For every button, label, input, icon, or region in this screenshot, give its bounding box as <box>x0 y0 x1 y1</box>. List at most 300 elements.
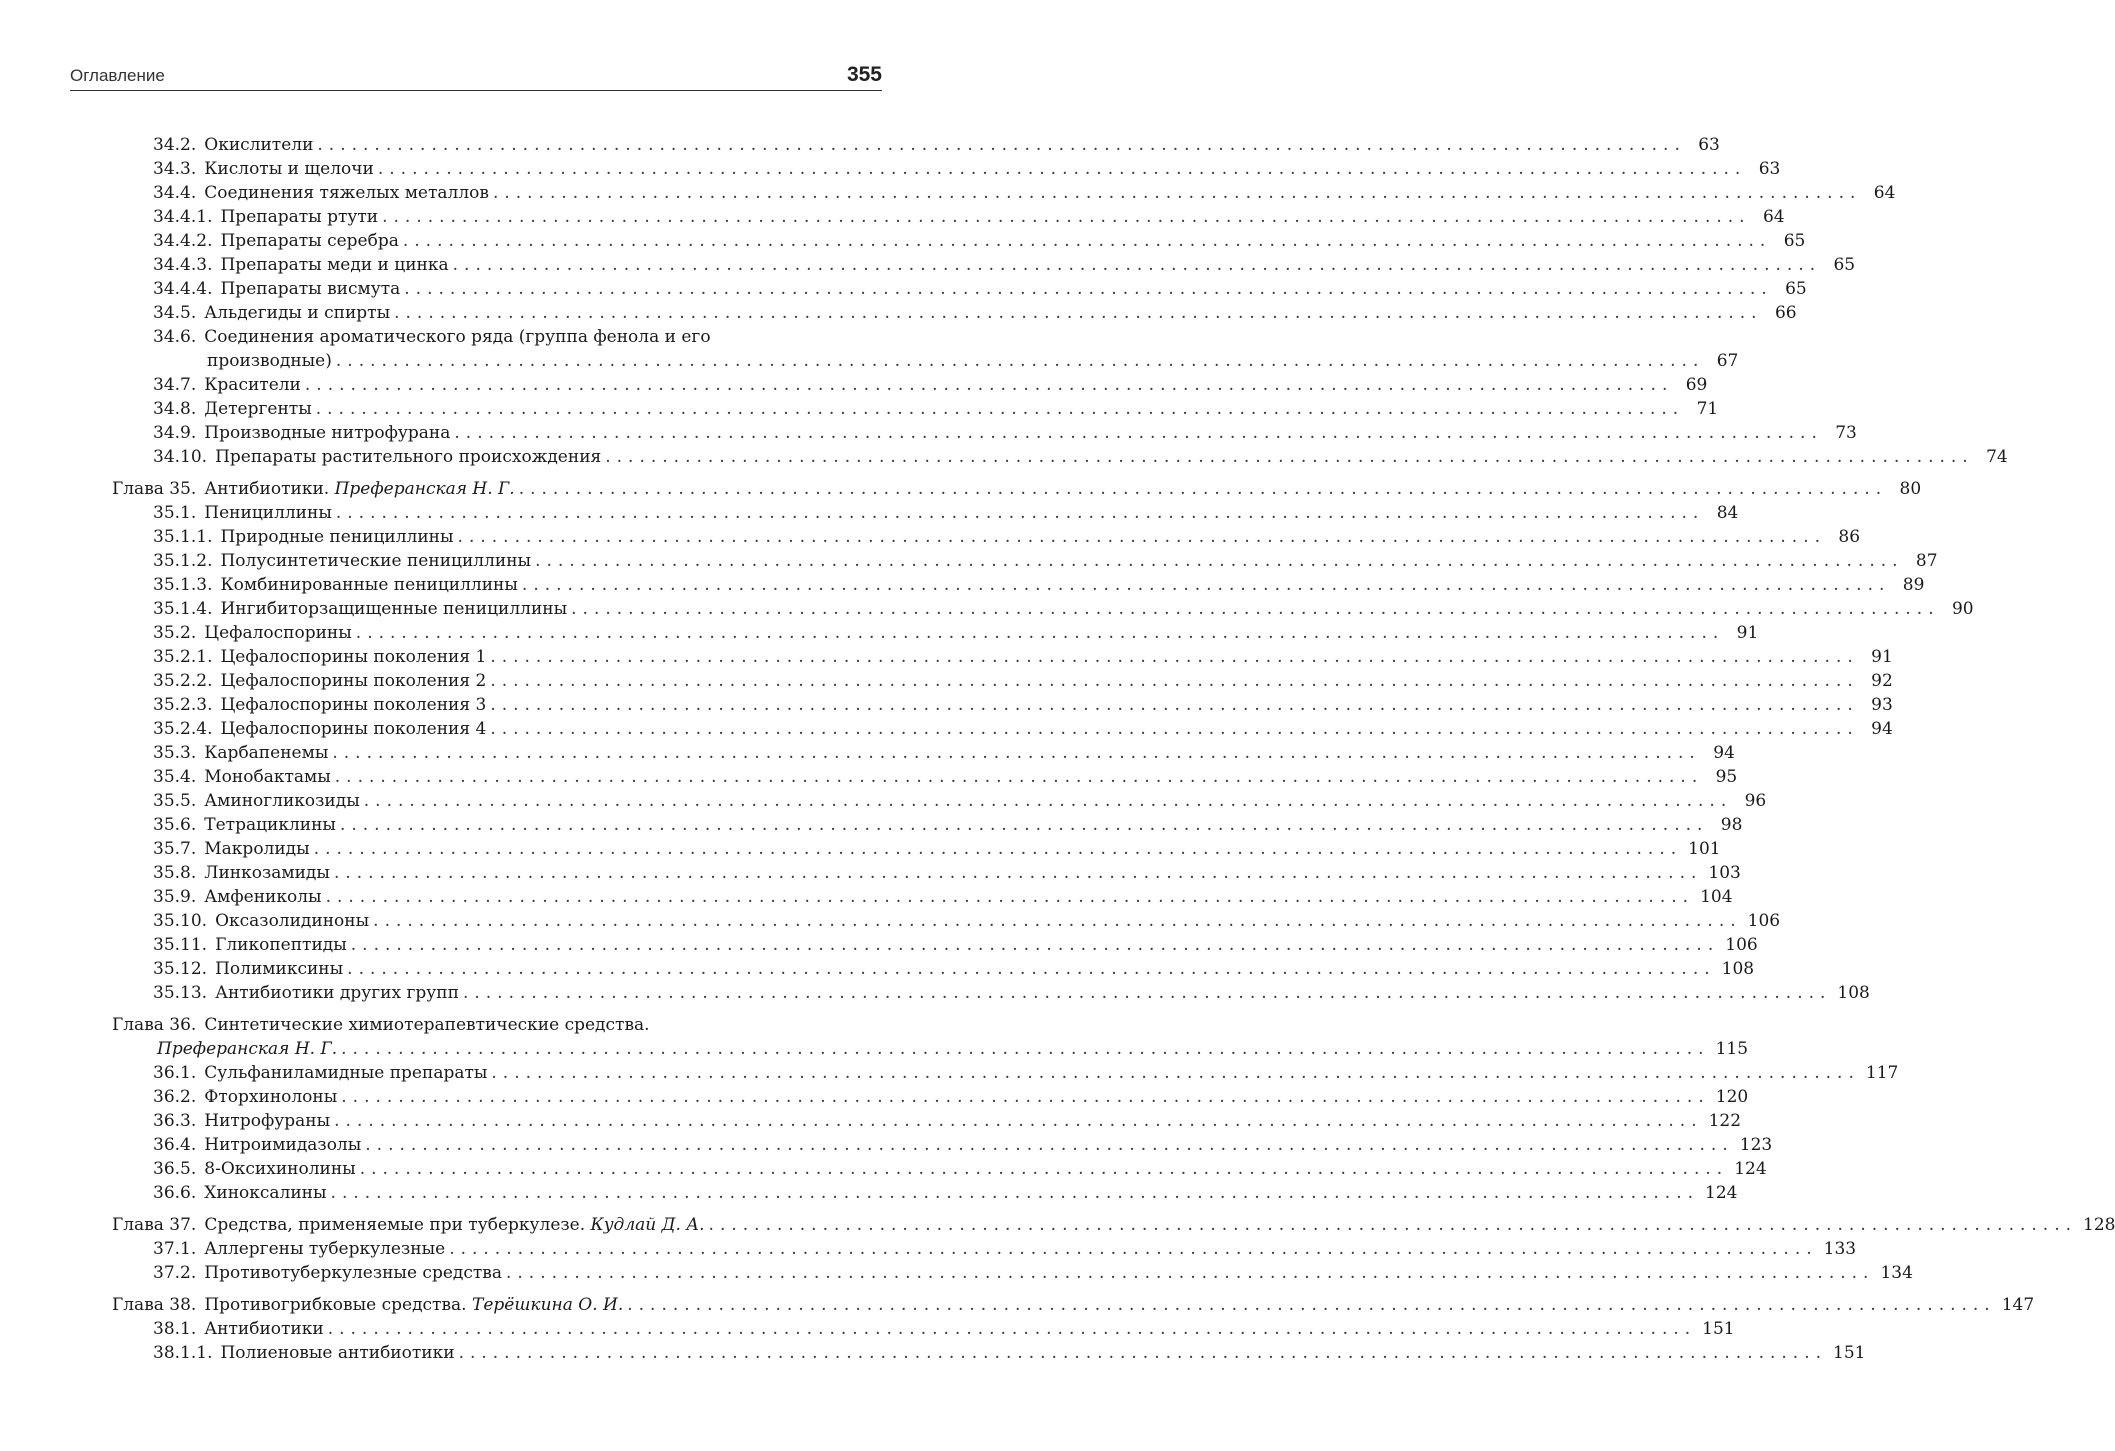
entry-number: 35.13. <box>153 983 208 1003</box>
entry-title-text: Окислители <box>204 135 314 155</box>
toc-entry[interactable] <box>153 226 1806 252</box>
entry-number: 35.2.2. <box>153 671 213 691</box>
entry-title-text: Оксазолидиноны <box>215 911 370 931</box>
dot-leader: ........................................................................................................................ <box>382 207 1751 227</box>
entry-number: 35.3. <box>153 743 197 763</box>
entry-title-text: Препараты растительного происхождения <box>215 447 602 467</box>
entry-page-number: 65 <box>1833 255 1856 275</box>
entry-page-number: 91 <box>1871 647 1893 667</box>
dot-leader: ........................................................................................................................ <box>365 1135 1734 1155</box>
dot-leader: ........................................................................................................................ <box>394 303 1763 323</box>
dot-leader: ........................................................................................................................ <box>347 959 1716 979</box>
entry-page-number: 84 <box>1716 503 1739 523</box>
toc-entry[interactable] <box>112 1210 2115 1236</box>
entry-page-number: 96 <box>1744 791 1767 811</box>
dot-leader: ........................................................................................................................ <box>521 575 1891 595</box>
toc-entry[interactable] <box>112 474 1922 500</box>
entry-title <box>207 982 459 1004</box>
dot-leader: ........................................................................................................................ <box>350 935 1720 955</box>
entry-title-text: Карбапенемы <box>204 743 329 763</box>
entry-title-text: Комбинированные пенициллины <box>220 575 518 595</box>
entry-title-text: Производные нитрофурана <box>204 423 451 443</box>
entry-number: 36.6. <box>153 1183 197 1203</box>
entry-title <box>196 1238 445 1260</box>
entry-number: 34.8. <box>153 399 197 419</box>
toc-entry[interactable] <box>153 546 1938 572</box>
toc-entry[interactable] <box>153 522 1861 548</box>
dot-leader: ........................................................................................................................ <box>490 695 1859 715</box>
entry-author: Преферанская Н. Г. <box>334 479 515 499</box>
entry-number: 35.8. <box>153 863 197 883</box>
toc-entry[interactable] <box>153 322 880 348</box>
entry-page-number: 93 <box>1871 695 1893 715</box>
toc-entry[interactable] <box>153 714 1893 740</box>
entry-title <box>196 790 360 812</box>
toc-entry[interactable] <box>153 370 1708 396</box>
entry-page-number: 115 <box>1715 1039 1749 1059</box>
dot-leader: ........................................................................................................................ <box>708 1215 2078 1235</box>
entry-author: Кудлай Д. А. <box>590 1215 705 1235</box>
entry-number: 35.1. <box>153 503 197 523</box>
dot-leader: ........................................................................................................................ <box>330 1183 1700 1203</box>
dot-leader: ........................................................................................................................ <box>490 647 1859 667</box>
entry-title-text: Детергенты <box>204 399 312 419</box>
entry-number: 36.1. <box>153 1063 197 1083</box>
entry-page-number: 123 <box>1739 1135 1773 1155</box>
toc-entry[interactable] <box>153 154 1781 180</box>
entry-number: 36.5. <box>153 1159 197 1179</box>
toc-entry[interactable] <box>112 1010 880 1036</box>
entry-title <box>196 326 710 348</box>
entry-title <box>196 1182 326 1204</box>
entry-number: 35.1.2. <box>153 551 213 571</box>
dot-leader: ........................................................................................................................ <box>449 1239 1818 1259</box>
dot-leader: ........................................................................................................................ <box>518 479 1888 499</box>
dot-leader: ........................................................................................................................ <box>341 1039 1710 1059</box>
toc-entry[interactable] <box>153 930 1758 956</box>
dot-leader: ........................................................................................................................ <box>505 1263 1875 1283</box>
toc-entry[interactable] <box>153 1106 1742 1132</box>
toc-entry[interactable] <box>153 418 1857 444</box>
entry-number: 35.5. <box>153 791 197 811</box>
toc-entry[interactable] <box>153 250 1856 276</box>
entry-page-number: 64 <box>1873 183 1896 203</box>
entry-title-text: Синтетические химиотерапевтические средства. <box>204 1015 650 1035</box>
entry-page-number: 91 <box>1736 623 1759 643</box>
toc-entry[interactable] <box>153 954 1755 980</box>
dot-leader: ........................................................................................................................ <box>313 839 1683 859</box>
entry-title <box>212 694 486 716</box>
entry-page-number: 71 <box>1696 399 1719 419</box>
entry-title <box>207 934 347 956</box>
entry-title-text: Препараты серебра <box>220 231 399 251</box>
entry-title <box>212 526 453 548</box>
entry-page-number: 151 <box>1833 1343 1866 1363</box>
toc-entry[interactable] <box>153 1314 1735 1340</box>
entry-number: 35.10. <box>153 911 208 931</box>
entry-title <box>212 598 567 620</box>
entry-title <box>207 958 343 980</box>
toc-entry[interactable] <box>153 618 1759 644</box>
entry-title <box>196 182 489 204</box>
entry-title <box>212 230 398 252</box>
entry-page-number: 89 <box>1902 575 1925 595</box>
entry-title <box>212 550 531 572</box>
entry-title-text: Препараты ртути <box>220 207 379 227</box>
entry-title-text: Полиеновые антибиотики <box>220 1343 455 1363</box>
entry-title <box>196 742 328 764</box>
dot-leader: ........................................................................................................................ <box>315 399 1685 419</box>
entry-title-text: Хиноксалины <box>204 1183 327 1203</box>
entry-title <box>196 766 331 788</box>
entry-title-text: Средства, применяемые при туберкулезе. <box>204 1215 586 1235</box>
entry-number: 34.4.3. <box>153 255 213 275</box>
entry-page-number: 74 <box>1986 447 2008 467</box>
entry-title-text: Цефалоспорины поколения 1 <box>220 647 487 667</box>
entry-title <box>196 1110 330 1132</box>
entry-number: 34.7. <box>153 375 197 395</box>
toc-entry[interactable] <box>153 1338 1866 1364</box>
entry-page-number: 73 <box>1835 423 1857 443</box>
toc-entry[interactable] <box>153 858 1741 884</box>
entry-title <box>196 398 311 420</box>
dot-leader: ........................................................................................................................ <box>333 863 1703 883</box>
dot-leader: ........................................................................................................................ <box>334 1111 1703 1131</box>
dot-leader: ........................................................................................................................ <box>452 255 1822 275</box>
dot-leader: ........................................................................................................................ <box>491 1063 1860 1083</box>
entry-title-text: Антибиотики. <box>204 479 330 499</box>
entry-page-number: 92 <box>1871 671 1893 691</box>
entry-author: Преферанская Н. Г. <box>157 1039 338 1059</box>
entry-page-number: 67 <box>1716 351 1739 371</box>
entry-title <box>212 1342 454 1364</box>
running-header <box>70 62 882 91</box>
dot-leader: ........................................................................................................................ <box>327 1319 1697 1339</box>
toc-entry[interactable] <box>153 570 1925 596</box>
entry-number: Глава 36. <box>112 1015 197 1035</box>
entry-title <box>196 302 390 324</box>
entry-page-number: 106 <box>1747 911 1781 931</box>
entry-number: 38.1.1. <box>153 1343 213 1363</box>
entry-title <box>196 1086 337 1108</box>
entry-number: 34.10. <box>153 447 208 467</box>
entry-title-text: Красители <box>204 375 301 395</box>
entry-title-text: Соединения тяжелых металлов <box>204 183 489 203</box>
entry-title <box>196 374 301 396</box>
entry-title-text: Кислоты и щелочи <box>204 159 374 179</box>
toc-entry[interactable] <box>153 1234 1857 1260</box>
dot-leader: ........................................................................................................................ <box>341 1087 1710 1107</box>
toc-entry[interactable] <box>153 1178 1738 1204</box>
entry-number: 35.2.3. <box>153 695 213 715</box>
entry-number: 36.4. <box>153 1135 197 1155</box>
entry-title <box>212 718 486 740</box>
entry-page-number: 87 <box>1915 551 1938 571</box>
entry-title <box>196 814 336 836</box>
entry-page-number: 117 <box>1865 1063 1899 1083</box>
entry-title <box>207 446 601 468</box>
entry-title-text: Амфениколы <box>204 887 322 907</box>
entry-title <box>196 422 450 444</box>
entry-number: 37.2. <box>153 1263 197 1283</box>
entry-number: 35.2.4. <box>153 719 213 739</box>
entry-title <box>212 670 486 692</box>
toc-entry[interactable] <box>112 1290 2035 1316</box>
entry-number: 35.4. <box>153 767 197 787</box>
entry-page-number: 120 <box>1715 1087 1749 1107</box>
entry-title-text: Природные пенициллины <box>220 527 454 547</box>
entry-title-text: Фторхинолоны <box>204 1087 338 1107</box>
entry-title-text: Антибиотики других групп <box>215 983 459 1003</box>
entry-title-text: Альдегиды и спирты <box>204 303 391 323</box>
entry-title <box>196 1318 323 1340</box>
dot-leader: ........................................................................................................................ <box>605 447 1974 467</box>
entry-page-number: 80 <box>1899 479 1922 499</box>
dot-leader: ........................................................................................................................ <box>490 671 1859 691</box>
entry-title <box>212 278 400 300</box>
entry-page-number: 98 <box>1720 815 1743 835</box>
dot-leader: ........................................................................................................................ <box>571 599 1940 619</box>
entry-number: Глава 37. <box>112 1215 197 1235</box>
entry-title-text: Аминогликозиды <box>204 791 360 811</box>
toc-entry[interactable] <box>153 346 1739 372</box>
toc-entry[interactable] <box>153 1082 1749 1108</box>
entry-title-text: Нитроимидазолы <box>204 1135 362 1155</box>
entry-title-text: Гликопептиды <box>215 935 347 955</box>
entry-title <box>196 1134 361 1156</box>
toc-entry[interactable] <box>153 1130 1773 1156</box>
entry-title <box>212 574 517 596</box>
toc-entry[interactable] <box>153 178 1896 204</box>
entry-number: 35.11. <box>153 935 208 955</box>
page-number: 355 <box>846 63 882 86</box>
entry-page-number: 104 <box>1700 887 1733 907</box>
entry-number: 37.1. <box>153 1239 197 1259</box>
section-title: Оглавление <box>70 66 165 85</box>
toc-entry[interactable] <box>153 498 1739 524</box>
entry-title <box>212 206 378 228</box>
entry-title-text: Цефалоспорины поколения 2 <box>220 671 487 691</box>
entry-page-number: 63 <box>1698 135 1720 155</box>
entry-page-number: 64 <box>1762 207 1785 227</box>
toc-entry[interactable] <box>153 1058 1899 1084</box>
entry-title <box>207 910 369 932</box>
toc-entry[interactable] <box>112 1034 1749 1060</box>
entry-page-number: 108 <box>1837 983 1870 1003</box>
entry-title-text: Препараты меди и цинка <box>220 255 449 275</box>
entry-title <box>196 1214 704 1236</box>
entry-title-text: Противотуберкулезные средства <box>204 1263 502 1283</box>
entry-page-number: 124 <box>1705 1183 1738 1203</box>
dot-leader: ........................................................................................................................ <box>454 423 1823 443</box>
entry-title-text: Линкозамиды <box>204 863 330 883</box>
entry-title <box>112 1038 337 1060</box>
dot-leader: ........................................................................................................................ <box>363 791 1733 811</box>
entry-title-text: Цефалоспорины <box>204 623 352 643</box>
entry-number: 35.2.1. <box>153 647 213 667</box>
entry-title-text: Ингибиторзащищенные пенициллины <box>220 599 568 619</box>
entry-number: 35.1.1. <box>153 527 213 547</box>
toc-entry[interactable] <box>153 594 1974 620</box>
entry-title-text: Аллергены туберкулезные <box>204 1239 446 1259</box>
entry-number: 36.3. <box>153 1111 197 1131</box>
entry-title <box>196 478 514 500</box>
entry-title <box>196 502 332 524</box>
dot-leader: ........................................................................................................................ <box>332 743 1701 763</box>
entry-number: 34.9. <box>153 423 197 443</box>
dot-leader: ........................................................................................................................ <box>317 135 1686 155</box>
entry-title-text: Макролиды <box>204 839 310 859</box>
dot-leader: ........................................................................................................................ <box>335 503 1705 523</box>
dot-leader: ........................................................................................................................ <box>457 527 1827 547</box>
entry-title <box>196 1014 649 1036</box>
entry-page-number: 103 <box>1708 863 1741 883</box>
entry-page-number: 63 <box>1758 159 1781 179</box>
dot-leader: ........................................................................................................................ <box>359 1159 1729 1179</box>
entry-number: 36.2. <box>153 1087 197 1107</box>
entry-page-number: 151 <box>1702 1319 1735 1339</box>
entry-title-text: Соединения ароматического ряда (группа фенола и его <box>204 327 711 347</box>
entry-title-text: Цефалоспорины поколения 4 <box>220 719 487 739</box>
entry-number: Глава 35. <box>112 479 197 499</box>
entry-number: 34.4.1. <box>153 207 213 227</box>
entry-page-number: 65 <box>1783 231 1806 251</box>
entry-page-number: 147 <box>2001 1295 2035 1315</box>
toc-entry[interactable] <box>153 978 1870 1004</box>
entry-title <box>196 1294 623 1316</box>
dot-leader: ........................................................................................................................ <box>373 911 1742 931</box>
entry-number: 35.2. <box>153 623 197 643</box>
entry-title-text: 8-Оксихинолины <box>204 1159 356 1179</box>
entry-number: 35.7. <box>153 839 197 859</box>
dot-leader: ........................................................................................................................ <box>325 887 1695 907</box>
toc-entry[interactable] <box>153 642 1893 668</box>
entry-title-text: Антибиотики <box>204 1319 324 1339</box>
dot-leader: ........................................................................................................................ <box>404 279 1773 299</box>
dot-leader: ........................................................................................................................ <box>492 183 1862 203</box>
entry-title-text: Тетрациклины <box>204 815 336 835</box>
entry-title-text: Полимиксины <box>215 959 344 979</box>
entry-title <box>153 350 332 372</box>
dot-leader: ........................................................................................................................ <box>304 375 1674 395</box>
entry-page-number: 65 <box>1785 279 1807 299</box>
entry-title-text: Полусинтетические пенициллины <box>220 551 532 571</box>
entry-number: 38.1. <box>153 1319 197 1339</box>
entry-title <box>212 646 486 668</box>
entry-author: Терёшкина О. И. <box>471 1295 624 1315</box>
dot-leader: ........................................................................................................................ <box>339 815 1709 835</box>
entry-title-text: Монобактамы <box>204 767 331 787</box>
toc-entry[interactable] <box>153 690 1893 716</box>
entry-number: 35.12. <box>153 959 208 979</box>
entry-page-number: 128 <box>2083 1215 2115 1235</box>
entry-title-text: Нитрофураны <box>204 1111 331 1131</box>
entry-number: 35.9. <box>153 887 197 907</box>
entry-page-number: 122 <box>1708 1111 1742 1131</box>
toc-entry[interactable] <box>153 274 1807 300</box>
toc-entry[interactable] <box>153 1154 1767 1180</box>
entry-page-number: 66 <box>1774 303 1797 323</box>
entry-number: 34.4. <box>153 183 197 203</box>
entry-number: 34.6. <box>153 327 197 347</box>
dot-leader: ........................................................................................................................ <box>377 159 1747 179</box>
entry-title-text: Пенициллины <box>204 503 332 523</box>
entry-title <box>196 1262 502 1284</box>
dot-leader: ........................................................................................................................ <box>402 231 1772 251</box>
entry-title-text: Противогрибковые средства. <box>204 1295 467 1315</box>
entry-title <box>196 838 309 860</box>
entry-title <box>196 134 313 156</box>
entry-page-number: 134 <box>1880 1263 1913 1283</box>
entry-number: 34.2. <box>153 135 197 155</box>
entry-title-text: Сульфаниламидные препараты <box>204 1063 488 1083</box>
entry-page-number: 86 <box>1838 527 1861 547</box>
entry-number: 35.1.4. <box>153 599 213 619</box>
dot-leader: ........................................................................................................................ <box>335 351 1705 371</box>
toc-entry[interactable] <box>153 202 1785 228</box>
entry-page-number: 94 <box>1713 743 1735 763</box>
entry-title-text: производные) <box>207 351 332 371</box>
entry-number: 34.5. <box>153 303 197 323</box>
entry-number: 35.6. <box>153 815 197 835</box>
toc-entry[interactable] <box>153 130 1720 156</box>
entry-title-text: Препараты висмута <box>220 279 401 299</box>
toc-entry[interactable] <box>153 1258 1913 1284</box>
entry-page-number: 94 <box>1871 719 1893 739</box>
dot-leader: ........................................................................................................................ <box>535 551 1904 571</box>
entry-title <box>196 886 321 908</box>
entry-title <box>196 862 330 884</box>
toc-entry[interactable] <box>153 738 1735 764</box>
entry-title <box>196 158 374 180</box>
dot-leader: ........................................................................................................................ <box>490 719 1859 739</box>
dot-leader: ........................................................................................................................ <box>355 623 1725 643</box>
toc-entry[interactable] <box>153 810 1743 836</box>
entry-title <box>196 1062 487 1084</box>
entry-number: 35.1.3. <box>153 575 213 595</box>
entry-page-number: 124 <box>1734 1159 1767 1179</box>
entry-page-number: 69 <box>1685 375 1708 395</box>
entry-page-number: 90 <box>1951 599 1974 619</box>
dot-leader: ........................................................................................................................ <box>334 767 1704 787</box>
entry-title <box>212 254 448 276</box>
entry-number: 34.4.4. <box>153 279 213 299</box>
toc-entry[interactable] <box>153 442 2008 468</box>
entry-title <box>196 622 352 644</box>
dot-leader: ........................................................................................................................ <box>627 1295 1996 1315</box>
entry-number: Глава 38. <box>112 1295 197 1315</box>
entry-number: 34.3. <box>153 159 197 179</box>
toc-entry[interactable] <box>153 666 1893 692</box>
entry-page-number: 133 <box>1823 1239 1857 1259</box>
toc-entry[interactable] <box>153 906 1781 932</box>
toc-entry[interactable] <box>153 762 1738 788</box>
toc-entry[interactable] <box>153 834 1721 860</box>
entry-title <box>196 1158 355 1180</box>
entry-page-number: 95 <box>1715 767 1738 787</box>
entry-page-number: 101 <box>1688 839 1721 859</box>
toc-entry[interactable] <box>153 394 1719 420</box>
dot-leader: ........................................................................................................................ <box>462 983 1832 1003</box>
entry-page-number: 106 <box>1725 935 1758 955</box>
toc-entry[interactable] <box>153 298 1797 324</box>
dot-leader: ........................................................................................................................ <box>458 1343 1828 1363</box>
entry-number: 34.4.2. <box>153 231 213 251</box>
entry-title-text: Цефалоспорины поколения 3 <box>220 695 487 715</box>
toc-entry[interactable] <box>153 882 1733 908</box>
toc-entry[interactable] <box>153 786 1767 812</box>
entry-page-number: 108 <box>1721 959 1755 979</box>
